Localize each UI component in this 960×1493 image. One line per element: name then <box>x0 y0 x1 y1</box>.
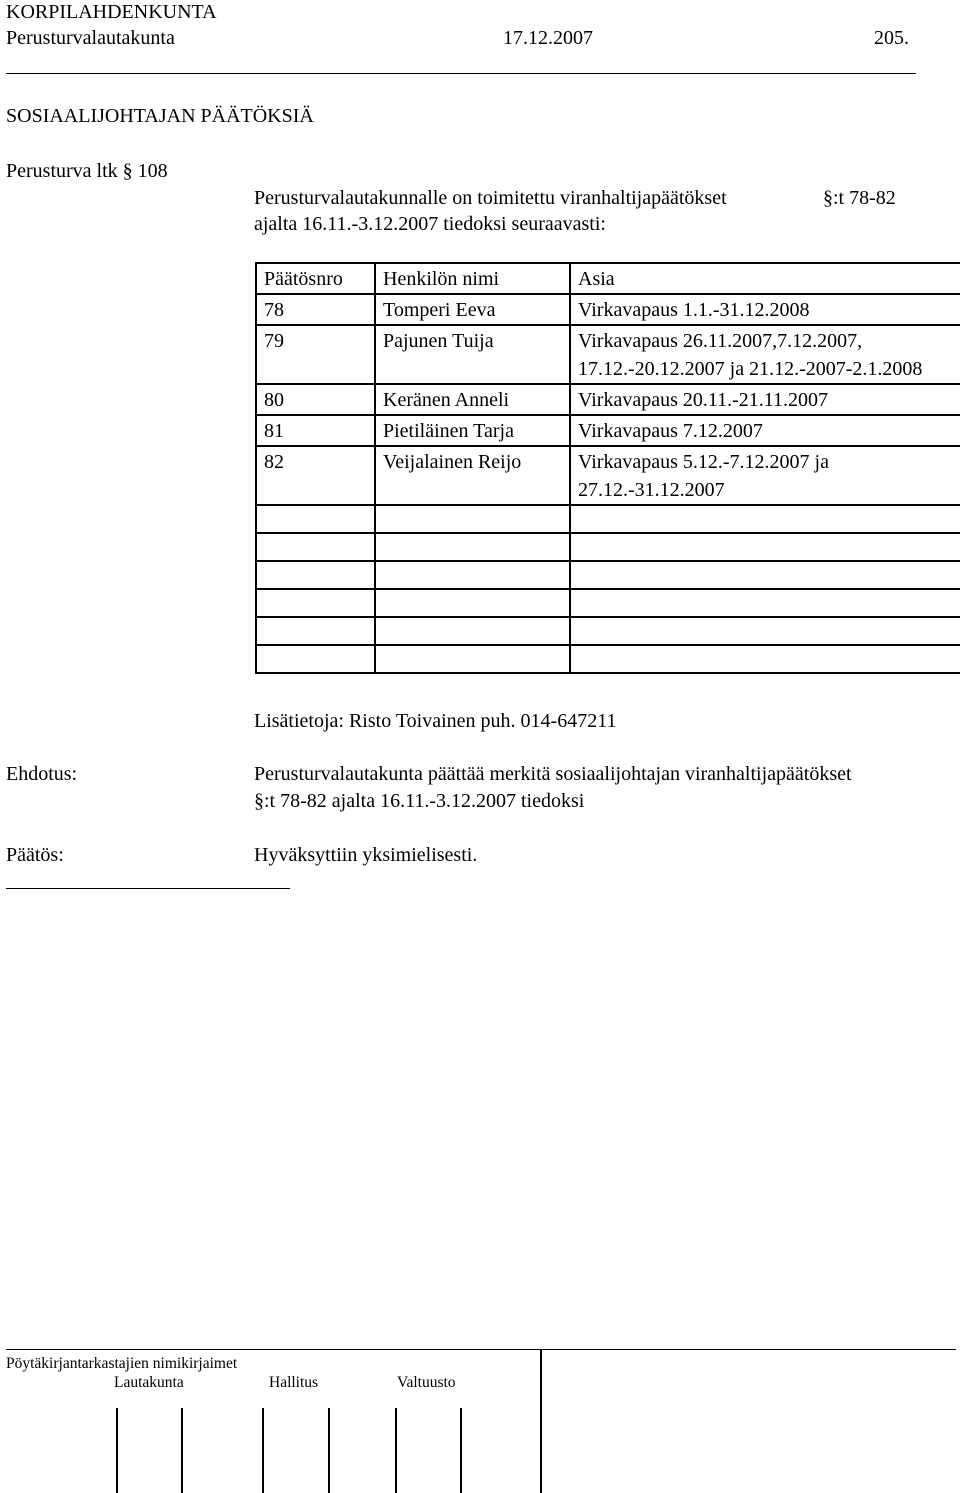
empty-row <box>256 617 960 645</box>
committee-name: Perusturvalautakunta <box>6 27 175 49</box>
decision-rule <box>6 888 290 889</box>
table-row <box>256 384 960 415</box>
cell-decision-number: 82 <box>256 446 375 505</box>
decision-text: Hyväksyttiin yksimielisesti. <box>254 844 478 866</box>
proposal-line-2: §:t 78-82 ajalta 16.11.-3.12.2007 tiedoksi <box>254 790 585 812</box>
header-matter: Asia <box>570 263 960 294</box>
cell-matter: Virkavapaus 5.12.-7.12.2007 ja 27.12.-31.12.2007 <box>570 446 960 505</box>
table-row <box>256 415 960 446</box>
empty-row <box>256 645 960 673</box>
footer-col-board: Hallitus <box>269 1374 319 1391</box>
cell-decision-number: 80 <box>256 384 375 415</box>
cell-matter: Virkavapaus 7.12.2007 <box>570 415 960 446</box>
org-name: KORPILAHDENKUNTA <box>6 1 217 23</box>
table-row <box>256 446 960 505</box>
intro-line-2: ajalta 16.11.-3.12.2007 tiedoksi seuraavasti: <box>254 213 606 235</box>
initial-line-5 <box>395 1408 397 1493</box>
cell-matter: Virkavapaus 1.1.-31.12.2008 <box>570 294 960 325</box>
initial-line-3 <box>262 1408 264 1493</box>
footer-col-council: Valtuusto <box>397 1374 456 1391</box>
cell-person-name: Pajunen Tuija <box>375 325 570 384</box>
initial-line-6 <box>460 1408 462 1493</box>
cell-person-name: Veijalainen Reijo <box>375 446 570 505</box>
cell-matter: Virkavapaus 26.11.2007,7.12.2007, 17.12.-20.12.2007 ja 21.12.-2007-2.1.2008 <box>570 325 960 384</box>
table-row <box>256 325 960 384</box>
cell-decision-number: 78 <box>256 294 375 325</box>
cell-person-name: Keränen Anneli <box>375 384 570 415</box>
meeting-date: 17.12.2007 <box>503 27 593 49</box>
proposal-label: Ehdotus: <box>6 763 78 785</box>
footer-col-committee: Lautakunta <box>114 1374 184 1391</box>
cell-decision-number: 79 <box>256 325 375 384</box>
footer-rule <box>6 1349 956 1350</box>
proposal-line-1: Perusturvalautakunta päättää merkitä sosiaalijohtajan viranhaltijapäätökset <box>254 763 852 785</box>
empty-row <box>256 561 960 589</box>
case-reference: Perusturva ltk § 108 <box>6 160 168 182</box>
header-rule <box>6 73 916 74</box>
intro-section-range: §:t 78-82 <box>823 187 896 209</box>
table-row <box>256 294 960 325</box>
decisions-table <box>255 262 960 674</box>
header-person-name: Henkilön nimi <box>375 263 570 294</box>
initial-line-4 <box>328 1408 330 1493</box>
page-number: 205. <box>874 27 909 49</box>
contact-info: Lisätietoja: Risto Toivainen puh. 014-647211 <box>254 710 617 732</box>
intro-line-1: Perusturvalautakunnalle on toimitettu viranhaltijapäätökset <box>254 187 727 209</box>
section-title: SOSIAALIJOHTAJAN PÄÄTÖKSIÄ <box>6 105 314 127</box>
header-decision-number: Päätösnro <box>256 263 375 294</box>
cell-matter: Virkavapaus 20.11.-21.11.2007 <box>570 384 960 415</box>
cell-person-name: Pietiläinen Tarja <box>375 415 570 446</box>
initial-line-1 <box>116 1408 118 1493</box>
footer-divider <box>540 1350 542 1493</box>
decision-label: Päätös: <box>6 844 64 866</box>
empty-row <box>256 533 960 561</box>
initial-line-2 <box>181 1408 183 1493</box>
cell-person-name: Tomperi Eeva <box>375 294 570 325</box>
cell-decision-number: 81 <box>256 415 375 446</box>
footer-title: Pöytäkirjantarkastajien nimikirjaimet <box>6 1355 238 1372</box>
empty-row <box>256 505 960 533</box>
empty-row <box>256 589 960 617</box>
table-header-row <box>256 263 960 294</box>
